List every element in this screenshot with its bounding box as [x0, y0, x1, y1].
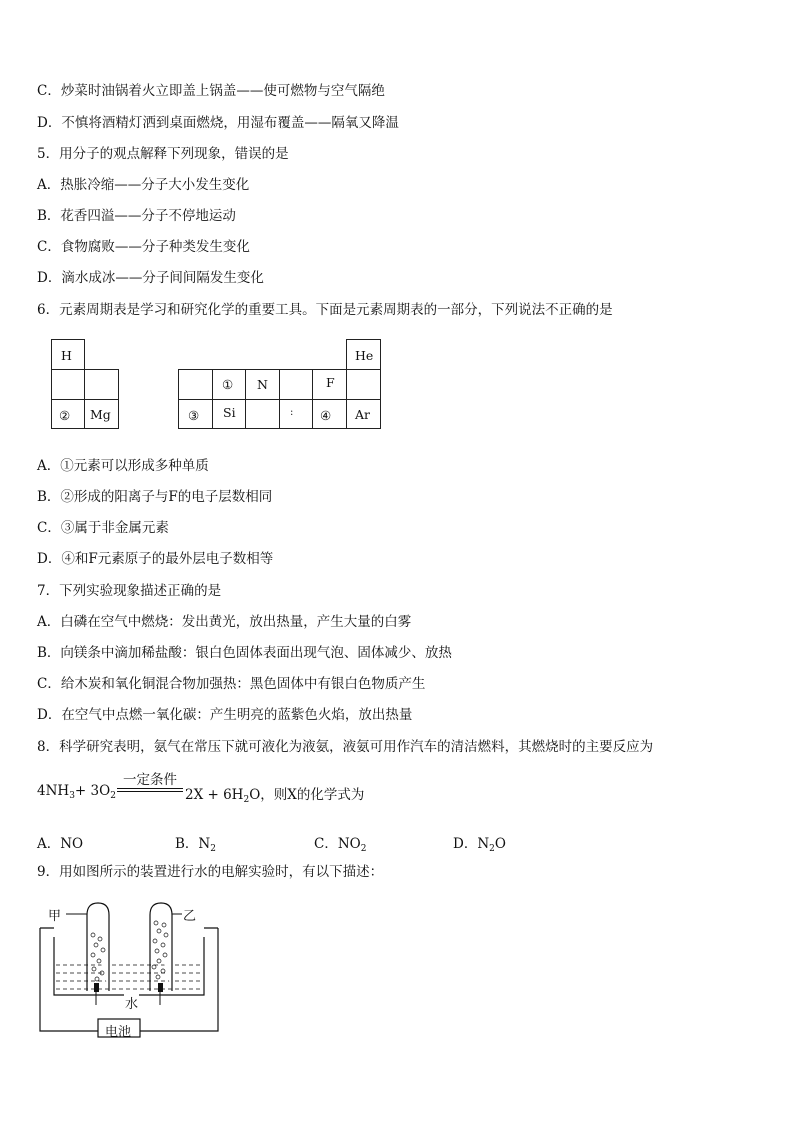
cell-r2-3 — [178, 369, 213, 400]
electrolysis-figure — [36, 895, 226, 1040]
label-yi: 乙 — [183, 909, 197, 924]
reaction-equation: $4NH_3+ 3O_2$ 一定条件 $2X + 6H_2O$，则X的化学式为 — [37, 768, 497, 808]
q8-option-d: D．$N_2O$ — [453, 836, 506, 854]
cell-4: ④ — [312, 399, 347, 429]
cell-r3-6: : — [279, 399, 313, 429]
q7-option-a: A．白磷在空气中燃烧：发出黄光，放出热量，产生大量的白雾 — [37, 614, 412, 630]
q6-option-a: A．①元素可以形成多种单质 — [37, 458, 209, 474]
cell-Ar: Ar — [346, 399, 381, 429]
q4-option-c: C．炒菜时油锅着火立即盖上锅盖——使可燃物与空气隔绝 — [37, 83, 385, 99]
q8-option-c: C．$NO_2$ — [314, 836, 367, 854]
q5-option-d: D．滴水成冰——分子间间隔发生变化 — [37, 270, 264, 286]
q8-option-b: B．$N_2$ — [175, 836, 216, 854]
cell-H: H — [51, 339, 85, 370]
q6-option-b: B．②形成的阳离子与F的电子层数相同 — [37, 489, 273, 505]
q8-option-a: A．NO — [37, 836, 84, 852]
q9-stem: 9．用如图所示的装置进行水的电解实验时，有以下描述： — [37, 864, 384, 880]
cell-Si: Si — [212, 399, 246, 429]
reaction-condition: 一定条件 — [123, 772, 177, 788]
q8-stem: 8．科学研究表明，氨气在常压下就可液化为液氨，液氨可用作汽车的清洁燃料，其燃烧时的主要反应为 — [37, 739, 654, 755]
cell-r2-1 — [51, 369, 85, 400]
q7-option-b: B．向镁条中滴加稀盐酸：银白色固体表面出现气泡、固体减少、放热 — [37, 645, 452, 661]
cell-r2-6 — [279, 369, 313, 400]
cell-r2-2 — [84, 369, 119, 400]
cell-He: He — [346, 339, 381, 370]
q6-option-c: C．③属于非金属元素 — [37, 520, 169, 536]
label-water: 水 — [124, 993, 139, 1012]
cell-F: F — [312, 369, 347, 400]
cell-3: ③ — [178, 399, 213, 429]
q7-option-d: D．在空气中点燃一氧化碳：产生明亮的蓝紫色火焰，放出热量 — [37, 707, 413, 723]
q5-option-b: B．花香四溢——分子不停地运动 — [37, 208, 236, 224]
q6-option-d: D．④和F元素原子的最外层电子数相等 — [37, 551, 274, 567]
reaction-bar-top — [117, 788, 183, 789]
cell-1: ① — [212, 369, 246, 400]
label-battery: 电池 — [105, 1025, 132, 1040]
q5-option-a: A．热胀冷缩——分子大小发生变化 — [37, 177, 250, 193]
q6-stem: 6．元素周期表是学习和研究化学的重要工具。下面是元素周期表的一部分，下列说法不正确的是 — [37, 302, 613, 318]
electrolysis-apparatus — [36, 895, 226, 1040]
q7-stem: 7．下列实验现象描述正确的是 — [37, 583, 222, 599]
cell-r3-5 — [245, 399, 280, 429]
q5-stem: 5．用分子的观点解释下列现象，错误的是 — [37, 146, 289, 162]
q5-option-c: C．食物腐败——分子种类发生变化 — [37, 239, 250, 255]
cell-2: ② — [51, 399, 85, 429]
cell-N: N — [245, 369, 280, 400]
label-jia: 甲 — [48, 909, 62, 924]
cell-r2-8 — [346, 369, 381, 400]
reaction-bar-bottom — [117, 791, 183, 792]
q4-option-d: D．不慎将酒精灯洒到桌面燃烧，用湿布覆盖——隔氧又降温 — [37, 115, 399, 131]
q7-option-c: C．给木炭和氧化铜混合物加强热：黑色固体中有银白色物质产生 — [37, 676, 426, 692]
cell-Mg: Mg — [84, 399, 119, 429]
